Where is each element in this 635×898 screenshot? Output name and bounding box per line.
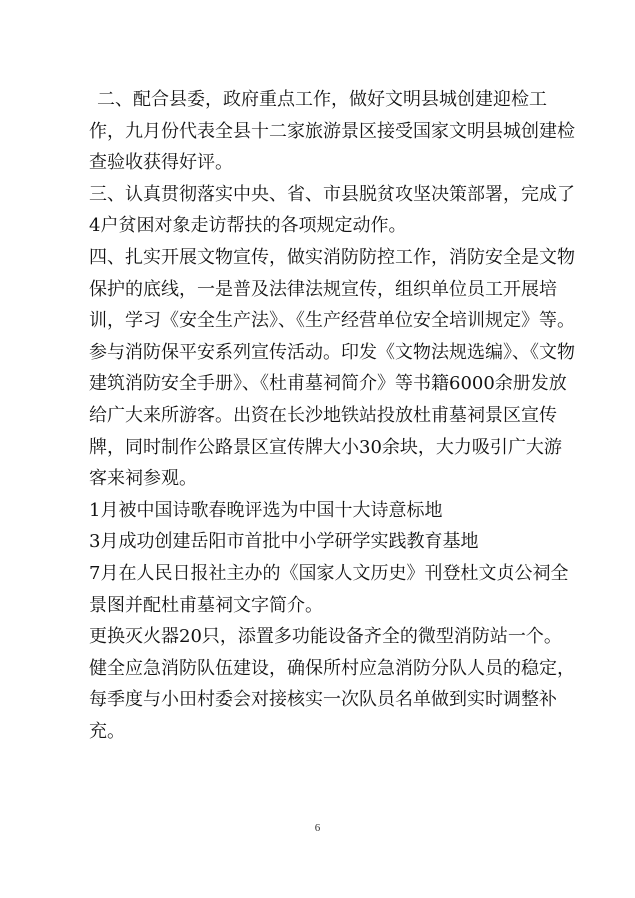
paragraph-january: 1月被中国诗歌春晚评选为中国十大诗意标地 bbox=[89, 499, 443, 521]
paragraph-july: 7月在人民日报社主办的《国家人文历史》刊登杜文贞公祠全景图并配杜甫墓祠文字简介。 bbox=[89, 562, 569, 616]
paragraph-heritage-fire-safety: 四、扎实开展文物宣传，做实消防防控工作，消防安全是文物保护的底线，一是普及法律法规宣传，组织单位员工开展培训，学习《安全生产法》、《生产经营单位安全培训规定》等。参与消防保平安系列宣传活动。印发《文物法规选编》、《文物建筑消防安全手册》、《杜甫墓祠简介》等书籍6000余册发放给广大来所游客。出资在长沙地铁站投放杜甫墓祠景区宣传牌，同时制作公路景区宣传牌大小30余块，大力吸引广大游客来祠参观。 bbox=[89, 246, 575, 490]
paragraph-march: 3月成功创建岳阳市首批中小学研学实践教育基地 bbox=[89, 531, 479, 553]
paragraph-fire-extinguishers: 更换灭火器20只，添置多功能设备齐全的微型消防站一个。健全应急消防队伍建设，确保所村应急消防分队人员的稳定，每季度与小田村委会对接核实一次队员名单做到实时调整补充。 bbox=[89, 626, 575, 742]
paragraph-poverty-alleviation: 三、认真贯彻落实中央、省、市县脱贫攻坚决策部署，完成了4户贫困对象走访帮扶的各项规定动作。 bbox=[89, 183, 575, 237]
paragraph-county-work: 二、配合县委，政府重点工作，做好文明县城创建迎检工作，九月份代表全县十二家旅游景区接受国家文明县城创建检查验收获得好评。 bbox=[89, 89, 575, 174]
document-body bbox=[89, 84, 575, 747]
page-number: 6 bbox=[314, 822, 321, 834]
